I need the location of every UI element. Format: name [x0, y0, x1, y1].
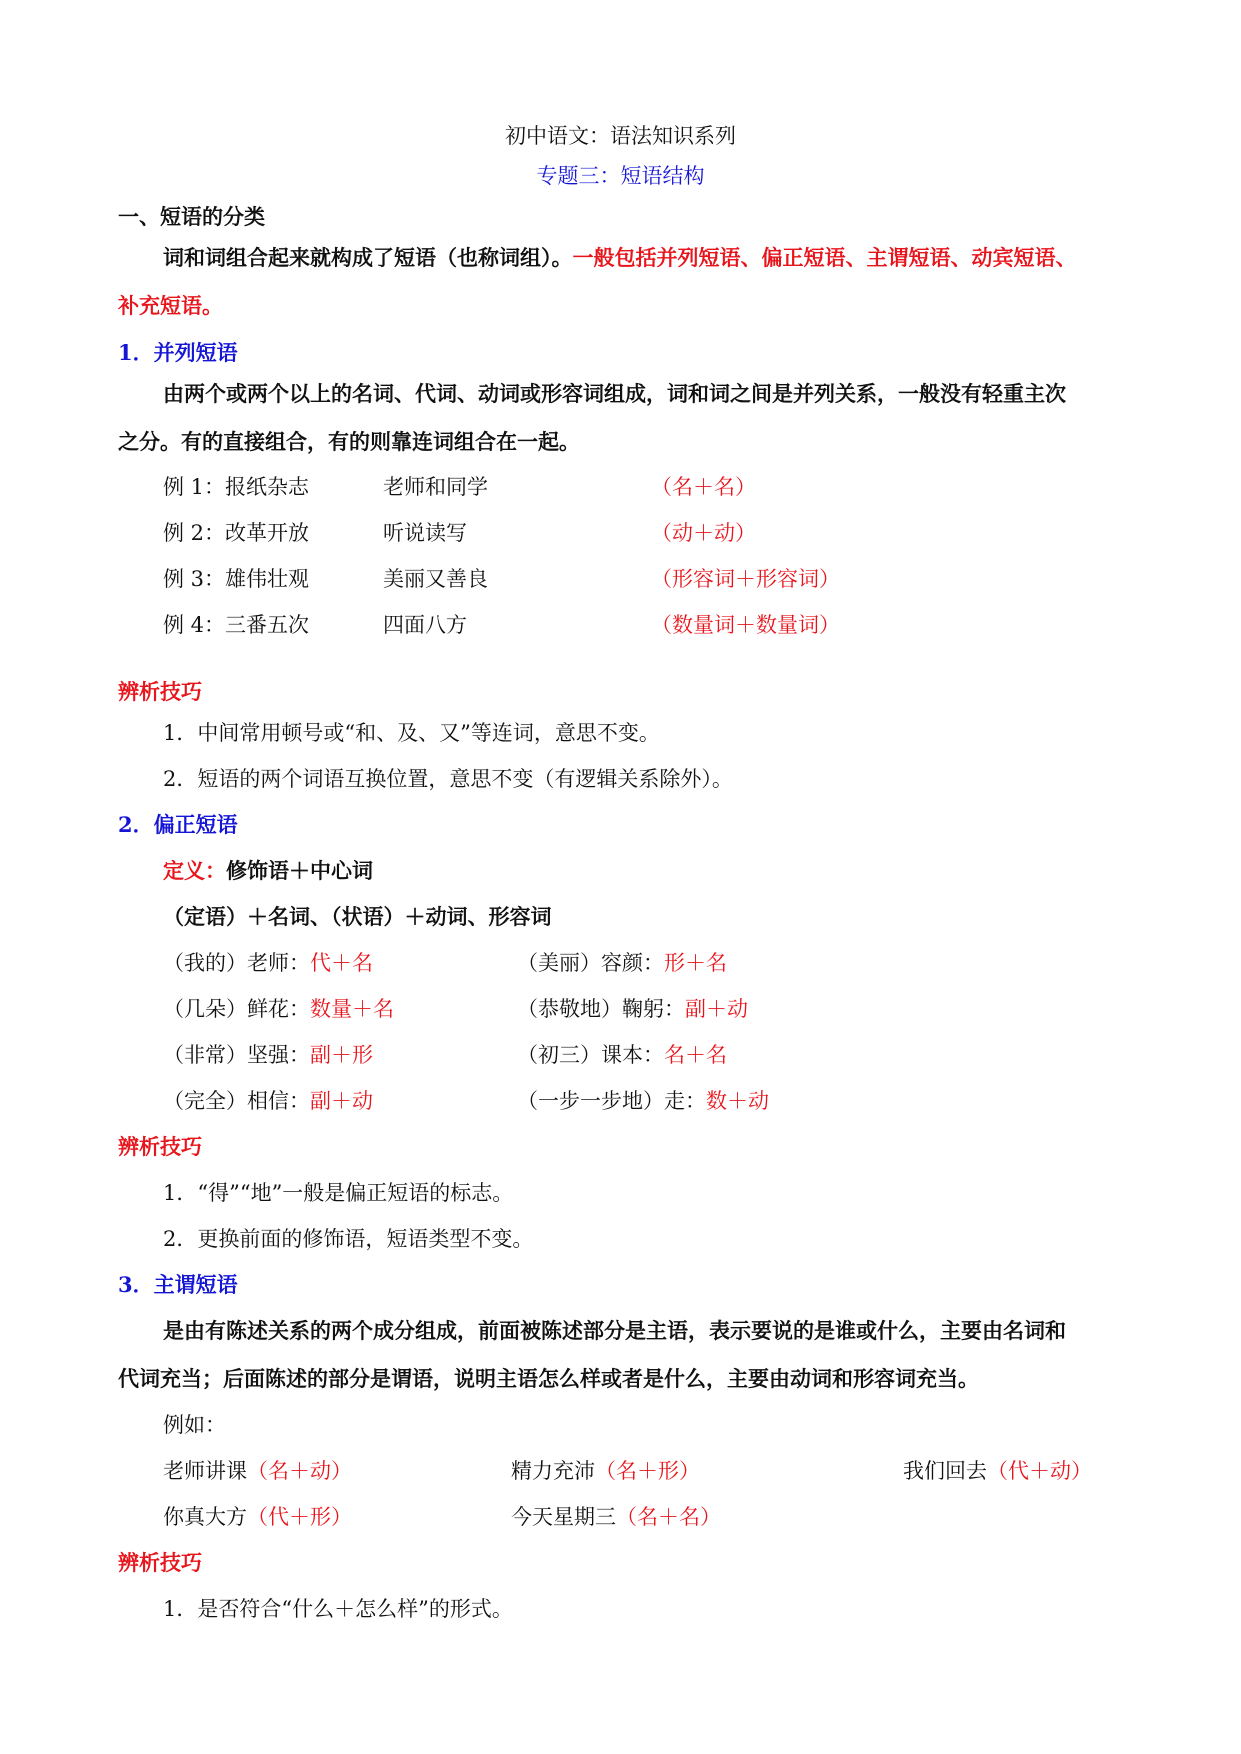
example-right	[517, 995, 748, 1023]
section-intro	[163, 244, 1077, 272]
document-subtitle: 专题三：短语结构	[536, 164, 705, 188]
definition-text: 修饰语＋中心词	[226, 858, 373, 883]
example-type: （名＋动）	[247, 1459, 352, 1483]
example-type: 代＋名	[310, 951, 373, 975]
example-type: （名＋名）	[616, 1505, 721, 1529]
example-left	[163, 995, 394, 1023]
example-type: （动＋动）	[651, 521, 756, 545]
example-label: 例 3：雄伟壮观	[163, 567, 310, 591]
example-type: 副＋动	[685, 997, 748, 1021]
example-text: 老师讲课	[163, 1459, 247, 1483]
example-type: （数量词＋数量词）	[651, 613, 840, 637]
example-type: 数量＋名	[310, 997, 394, 1021]
example-item	[511, 1503, 721, 1531]
paragraph-line: 之分。有的直接组合，有的则靠连词组合在一起。	[118, 429, 580, 454]
example-second: 老师和同学	[383, 475, 488, 499]
subsection-heading-coordinate: 1．并列短语	[118, 340, 238, 365]
example-label: 例 4：三番五次	[163, 613, 310, 637]
definition	[163, 857, 373, 885]
example-second: 四面八方	[383, 613, 467, 637]
example-text: （一步一步地）走：	[517, 1089, 706, 1113]
example-type: 副＋形	[310, 1043, 373, 1067]
example-text: 我们回去	[903, 1459, 987, 1483]
example-label: 例 2：改革开放	[163, 521, 310, 545]
example-right	[517, 1041, 727, 1069]
example-item	[903, 1457, 1092, 1485]
example-type: 形＋名	[664, 951, 727, 975]
example-item	[163, 1457, 352, 1485]
example-text: （我的）老师：	[163, 951, 310, 975]
example-second: 听说读写	[383, 521, 467, 545]
tip-item: 1．中间常用顿号或“和、及、又”等连词，意思不变。	[163, 721, 660, 745]
example-item	[163, 1503, 352, 1531]
example-left	[163, 1041, 373, 1069]
example-label: 例如：	[163, 1413, 226, 1437]
structure-line: （定语）＋名词、（状语）＋动词、形容词	[163, 904, 552, 929]
example-text: 精力充沛	[511, 1459, 595, 1483]
document-title: 初中语文：语法知识系列	[505, 124, 736, 148]
example-right	[517, 949, 727, 977]
example-type: 名＋名	[664, 1043, 727, 1067]
example-text: （恭敬地）鞠躬：	[517, 997, 685, 1021]
example-text: （美丽）容颜：	[517, 951, 664, 975]
example-left	[163, 949, 373, 977]
subsection-heading-modifier: 2．偏正短语	[118, 812, 238, 837]
paragraph-line: 是由有陈述关系的两个成分组成，前面被陈述部分是主语，表示要说的是谁或什么，主要由名词和	[163, 1318, 1066, 1343]
example-item	[511, 1457, 700, 1485]
example-left	[163, 1087, 373, 1115]
example-type: （代＋动）	[987, 1459, 1092, 1483]
intro-text: 词和词组合起来就构成了短语（也称词组）。	[163, 245, 573, 270]
example-text: （几朵）鲜花：	[163, 997, 310, 1021]
example-text: （完全）相信：	[163, 1089, 310, 1113]
paragraph-line: 由两个或两个以上的名词、代词、动词或形容词组成，词和词之间是并列关系，一般没有轻重主次	[163, 381, 1066, 406]
example-text: （初三）课本：	[517, 1043, 664, 1067]
example-type: 数＋动	[706, 1089, 769, 1113]
tips-heading: 辨析技巧	[118, 1134, 202, 1159]
tip-item: 1．是否符合“什么＋怎么样”的形式。	[163, 1597, 513, 1621]
intro-highlight-cont: 补充短语。	[118, 293, 223, 318]
example-type: （名＋名）	[651, 475, 756, 499]
example-type: （名＋形）	[595, 1459, 700, 1483]
example-label: 例 1：报纸杂志	[163, 475, 310, 499]
example-text: 今天星期三	[511, 1505, 616, 1529]
tips-heading: 辨析技巧	[118, 679, 202, 704]
example-type: 副＋动	[310, 1089, 373, 1113]
tip-item: 2．短语的两个词语互换位置，意思不变（有逻辑关系除外）。	[163, 767, 733, 791]
definition-label: 定义：	[163, 858, 226, 883]
tip-item: 2．更换前面的修饰语，短语类型不变。	[163, 1227, 534, 1251]
paragraph-line: 代词充当；后面陈述的部分是谓语，说明主语怎么样或者是什么，主要由动词和形容词充当。	[118, 1366, 979, 1391]
subsection-heading-subject-predicate: 3．主谓短语	[118, 1272, 238, 1297]
example-right	[517, 1087, 769, 1115]
example-second: 美丽又善良	[383, 567, 488, 591]
example-text: 你真大方	[163, 1505, 247, 1529]
intro-highlight: 一般包括并列短语、偏正短语、主谓短语、动宾短语、	[572, 245, 1077, 270]
section-heading: 一、短语的分类	[118, 204, 265, 229]
example-type: （代＋形）	[247, 1505, 352, 1529]
example-type: （形容词＋形容词）	[651, 567, 840, 591]
tip-item: 1．“得”“地”一般是偏正短语的标志。	[163, 1181, 514, 1205]
example-text: （非常）坚强：	[163, 1043, 310, 1067]
tips-heading: 辨析技巧	[118, 1550, 202, 1575]
